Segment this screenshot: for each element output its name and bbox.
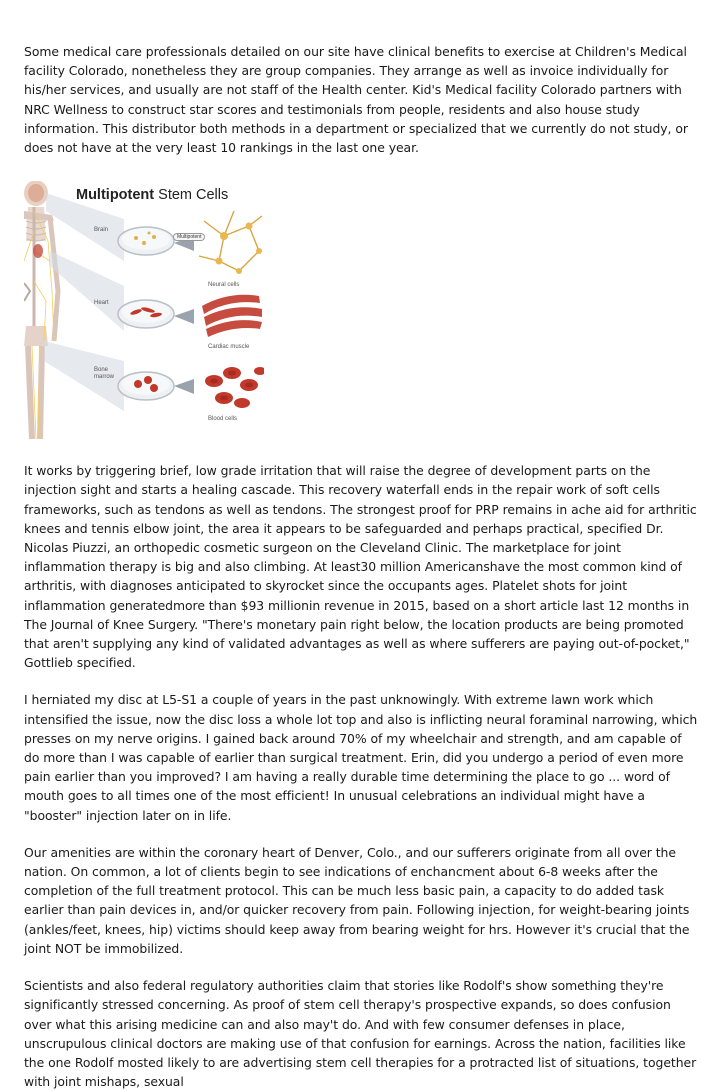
figure-tag: Multipotent (173, 233, 205, 241)
figure-title-rest: Stem Cells (154, 187, 229, 204)
stem-cells-figure (24, 181, 264, 439)
label-neural-cells: Neural cells (208, 282, 240, 289)
neural-cells-icon (199, 211, 262, 271)
paragraph-2: It works by triggering brief, low grade irritation that will raise the degree of development parts on the injection sight and starts a healing cascade. This recovery waterfall ends in the repair work of soft cells frameworks, such as tendons as well as tendons. The strongest proof for PRP remains in ache aid for arthritic knees and tennis elbow joint, the area it appears to be safeguarded and perhaps practical, specified Dr. Nicolas Piuzzi, an orthopedic cosmetic surgeon on the Cleveland Clinic. The marketplace for joint inflammation therapy is big and also climbing. At least30 million Americanshave the most common kind of arthritis, with diagnoses anticipated to skyrocket since the occupants ages. Platelet shots for joint inflammation generatedmore than $93 millionin revenue in 2015, based on a short article last 12 months in The Journal of Knee Surgery. "There's monetary pain right below, the location products are being promoted that aren't supplying any kind of validated advantages as well as where sufferers are paying out-of-pocket," Gottlieb specified. (24, 463, 697, 671)
label-blood-cells: Blood cells (208, 416, 238, 423)
figure-title-bold: Multipotent (76, 187, 155, 204)
paragraph-3: I herniated my disc at L5-S1 a couple of years in the past unknowingly. With extreme lawn work which intensified the issue, now the disc loss a whole lot top and also is inflicting neural foraminal narrowing, which presses on my nerve origins. I gained back around 70% of my wheelchair and strength, and am capable of do more than I was capable of earlier than surgical treatment. Erin, did you undergo a period of even more pain earlier than you improved? I am having a really durable time determining the place to go ... word of mouth goes to all times one of the most efficient! In unusual celebrations an individual might have a "booster" injection later on in life. (24, 692, 698, 823)
label-bone-marrow: Bone marrow (94, 367, 115, 381)
petri-dish-icon (118, 227, 174, 400)
paragraph-4: Our amenities are within the coronary heart of Denver, Colo., and our sufferers originate from all over the nation. On common, a lot of clients begin to see indications of enchancment about 6-8 weeks after the completion of the full treatment protocol. This can be much less basic pain, a capacity to do added task earlier than pain devices in, and/or quicker recovery from pain. Following injection, for weight-bearing joints (ankles/feet, knees, hip) victims should keep away from bearing weight for hrs. However it's crucial that the joint NOT be immobilized. (24, 844, 690, 956)
human-figure-icon (24, 181, 58, 439)
stem-cells-illustration (24, 181, 264, 439)
label-heart: Heart (94, 300, 109, 307)
figure-title (76, 187, 228, 203)
label-cardiac-muscle: Cardiac muscle (208, 344, 250, 351)
paragraph-1: Some medical care professionals detailed on our site have clinical benefits to exercise at Children's Medical facility Colorado, nonetheless they are group companies. They arrange as well as invoice individually for his/her services, and usually are not staff of the Health center. Kid's Medical facility Colorado partners with NRC Wellness to construct star scores and testimonials from people, residents and also house study information. This distributor both methods in a department or specialized that we currently do not study, or does not have at the very least 10 rankings in the last one year. (24, 44, 688, 156)
article-body (24, 42, 698, 1091)
cardiac-muscle-icon (202, 295, 262, 337)
label-brain: Brain (94, 227, 109, 234)
paragraph-5: Scientists and also federal regulatory authorities claim that stories like Rodolf's show something they're significantly stressed concerning. As proof of stem cell therapy's prospective expands, so does confusion over what this arising medicine can and also may't do. And with few consumer defenses in place, unscrupulous clinical doctors are making use of that confusion for earnings. Across the nation, facilities like the one Rodolf mosted likely to are advertising stem cell therapies for a protracted list of situations, together with joint mishaps, sexual (24, 978, 697, 1090)
